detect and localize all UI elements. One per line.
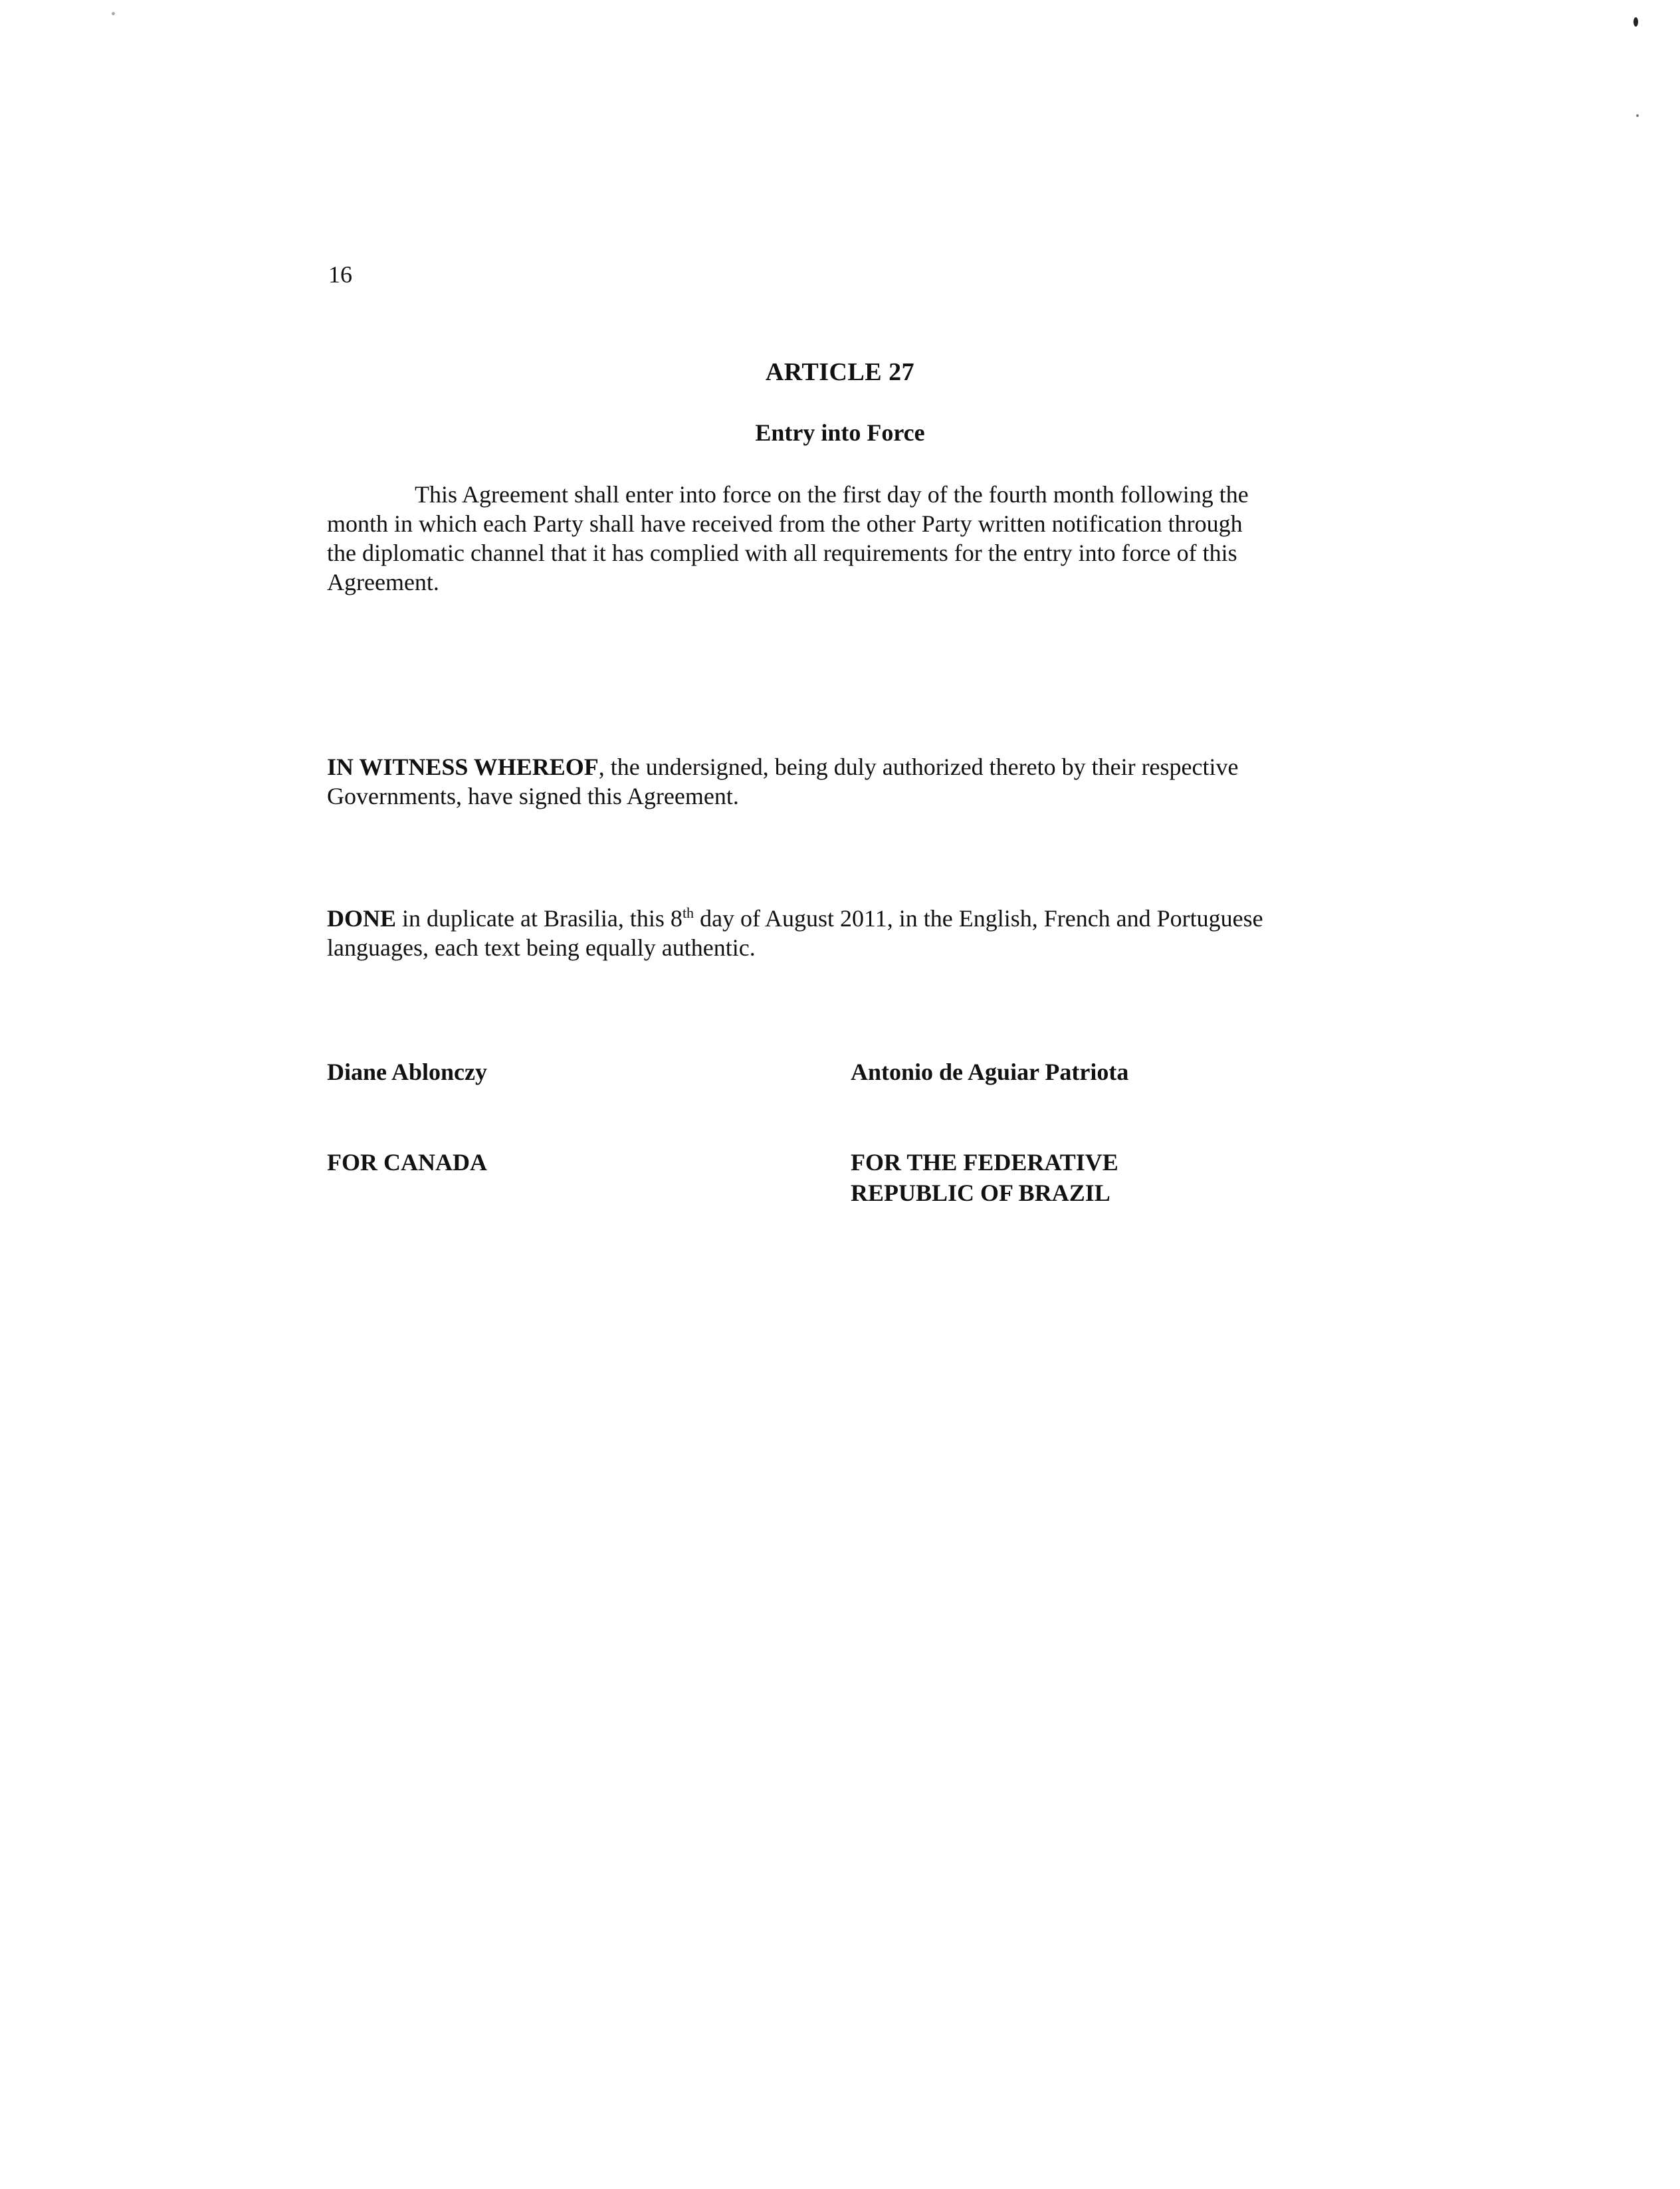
- done-line-2: languages, each text being equally authentic.: [327, 934, 756, 961]
- paragraph-line: This Agreement shall enter into force on the first day of the fourth month following the: [415, 481, 1249, 508]
- witness-line-1: [327, 752, 1350, 782]
- article-title: Entry into Force: [755, 419, 925, 446]
- witness-paragraph: [327, 752, 1350, 811]
- page-number: 16: [328, 261, 352, 288]
- scan-speck: [1636, 114, 1639, 117]
- article-heading: ARTICLE 27: [765, 358, 915, 386]
- scan-speck: [112, 12, 115, 15]
- done-line-1-text-rest: day of August 2011, in the English, French and Portuguese: [694, 905, 1263, 932]
- paragraph-line: the diplomatic channel that it has complied with all requirements for the entry into force of this: [327, 540, 1237, 566]
- paragraph-line: Agreement.: [327, 569, 439, 595]
- witness-lead: IN WITNESS WHEREOF: [327, 754, 599, 780]
- witness-line-1-text: , the undersigned, being duly authorized thereto by their respective: [598, 754, 1239, 780]
- party-line: REPUBLIC OF BRAZIL: [851, 1180, 1110, 1206]
- signatory-name-canada: Diane Ablonczy: [327, 1059, 488, 1085]
- party-line: FOR THE FEDERATIVE: [851, 1149, 1118, 1176]
- done-line-1: [327, 904, 1350, 933]
- paragraph-line: month in which each Party shall have received from the other Party written notification through: [327, 510, 1243, 537]
- signatory-name-brazil: Antonio de Aguiar Patriota: [851, 1059, 1129, 1085]
- witness-line-2: Governments, have signed this Agreement.: [327, 783, 739, 809]
- entry-into-force-paragraph: [327, 480, 1350, 597]
- done-lead: DONE: [327, 905, 397, 932]
- party-line: FOR CANADA: [327, 1149, 487, 1176]
- ordinal-suffix: th: [682, 904, 694, 921]
- scan-speck: [1633, 17, 1638, 27]
- done-line-1-text: in duplicate at Brasilia, this 8: [396, 905, 682, 932]
- done-paragraph: [327, 904, 1350, 962]
- signatory-party-canada: [327, 1147, 487, 1178]
- signatory-party-brazil: [851, 1147, 1118, 1208]
